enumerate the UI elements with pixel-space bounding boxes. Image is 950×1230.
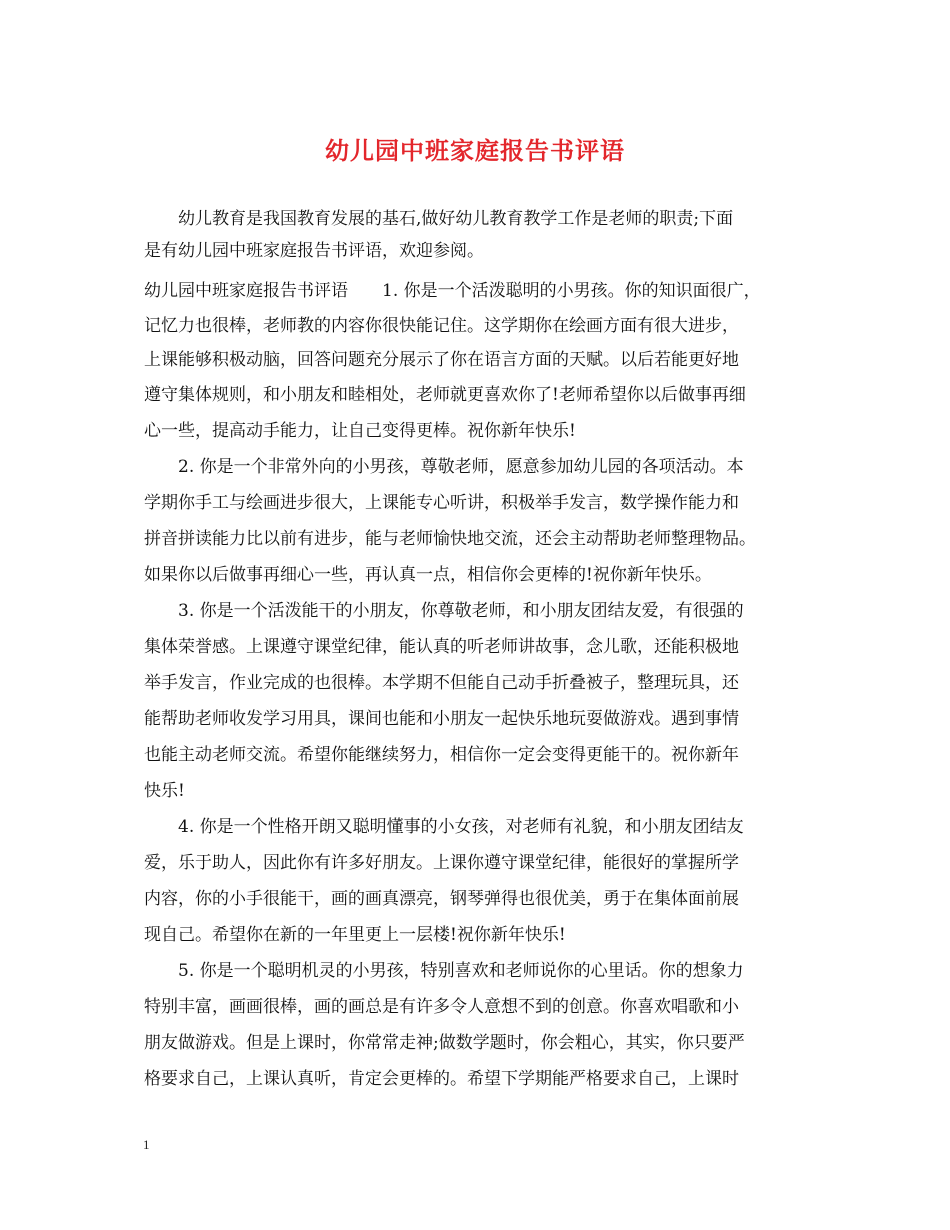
comment-3-line: 快乐! [144, 781, 185, 801]
comment-1-line: 心一些，提高动手能力，让自己变得更棒。祝你新年快乐! [144, 421, 576, 441]
comment-3-line: 举手发言，作业完成的也很棒。本学期不但能自己动手折叠被子，整理玩具，还 [144, 673, 739, 693]
comment-4-line: 内容，你的小手很能干，画的画真漂亮，钢琴弹得也很优美，勇于在集体面前展 [144, 889, 739, 909]
comment-2-line: 学期你手工与绘画进步很大，上课能专心听讲，积极举手发言，数学操作能力和 [144, 493, 739, 513]
comment-4-line: 现自己。希望你在新的一年里更上一层楼!祝你新年快乐! [144, 925, 566, 945]
comment-5-line: 朋友做游戏。但是上课时，你常常走神;做数学题时，你会粗心，其实，你只要严 [144, 1033, 745, 1053]
intro-line: 是有幼儿园中班家庭报告书评语，欢迎参阅。 [144, 241, 484, 261]
comment-5-line: 5. 你是一个聪明机灵的小男孩，特别喜欢和老师说你的心里话。你的想象力 [178, 961, 744, 981]
comment-3-line: 能帮助老师收发学习用具，课间也能和小朋友一起快乐地玩耍做游戏。遇到事情 [144, 709, 739, 729]
comment-2-line: 如果你以后做事再细心一些，再认真一点，相信你会更棒的!祝你新年快乐。 [144, 565, 712, 585]
comment-3-line: 也能主动老师交流。希望你能继续努力，相信你一定会变得更能干的。祝你新年 [144, 745, 739, 765]
comment-1-line: 幼儿园中班家庭报告书评语 1. 你是一个活泼聪明的小男孩。你的知识面很广， [144, 281, 761, 301]
comment-1-line: 遵守集体规则，和小朋友和睦相处，老师就更喜欢你了!老师希望你以后做事再细 [144, 385, 746, 405]
page-number: 1 [143, 1137, 150, 1152]
document-title: 幼儿园中班家庭报告书评语 [325, 136, 625, 165]
comment-5-line: 格要求自己，上课认真听，肯定会更棒的。希望下学期能严格要求自己，上课时 [144, 1069, 739, 1089]
intro-line: 幼儿教育是我国教育发展的基石,做好幼儿教育教学工作是老师的职责;下面 [178, 209, 734, 229]
comment-1-line: 记忆力也很棒，老师教的内容你很快能记住。这学期你在绘画方面有很大进步， [144, 316, 739, 336]
comment-4-line: 爱，乐于助人，因此你有许多好朋友。上课你遵守课堂纪律，能很好的掌握所学 [144, 853, 739, 873]
comment-1-line: 上课能够积极动脑，回答问题充分展示了你在语言方面的天赋。以后若能更好地 [144, 350, 739, 370]
comment-2-line: 2. 你是一个非常外向的小男孩，尊敬老师，愿意参加幼儿园的各项活动。本 [178, 457, 744, 477]
comment-2-line: 拼音拼读能力比以前有进步，能与老师愉快地交流，还会主动帮助老师整理物品。 [144, 529, 756, 549]
comment-5-line: 特别丰富，画画很棒，画的画总是有许多令人意想不到的创意。你喜欢唱歌和小 [144, 997, 739, 1017]
comment-3-line: 集体荣誉感。上课遵守课堂纪律，能认真的听老师讲故事，念儿歌，还能积极地 [144, 637, 739, 657]
comment-3-line: 3. 你是一个活泼能干的小朋友，你尊敬老师，和小朋友团结友爱，有很强的 [178, 601, 744, 621]
comment-4-line: 4. 你是一个性格开朗又聪明懂事的小女孩，对老师有礼貌，和小朋友团结友 [178, 817, 744, 837]
